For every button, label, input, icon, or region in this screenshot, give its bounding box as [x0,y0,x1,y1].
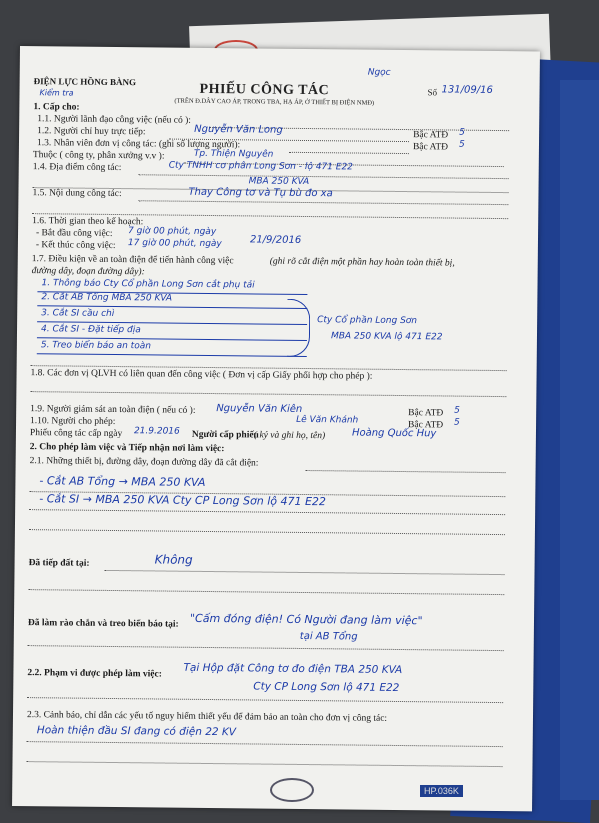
scope-value-2: Cty CP Long Sơn lộ 471 E22 [253,680,400,695]
warning-line [27,760,503,767]
location-label: 1.4. Địa điểm công tác: [32,162,122,174]
members-line [289,151,409,154]
warning-label: 2.3. Cảnh báo, chỉ dẫn các yếu tố nguy hiểm thiết yếu để đảm bảo an toàn cho đơn vị công tác: [26,710,388,724]
issuer-value: Hoàng Quốc Huy [351,427,437,440]
org-name: ĐIỆN LỰC HỒNG BÀNG [33,76,137,88]
safety-side: Cty Cổ phần Long Sơn [317,315,418,327]
start-label: - Bắt đầu công việc: [35,228,113,239]
monitor-grade: 5 [454,405,460,416]
content-label: 1.5. Nội dung công tác: [32,188,122,200]
permit-label: 1.10. Người cho phép: [30,416,116,428]
scope-label: 2.2. Phạm vi được phép làm việc: [27,668,162,680]
start-value: 7 giờ 00 phút, ngày [128,226,217,238]
safety-item: 2. Cắt AB Tổng MBA 250 KVA [41,292,173,304]
safety-note: (ghi rõ cắt điện một phần hay hoàn toàn thiết bị, [269,256,455,269]
issuer-label: Người cấp phiếu [191,429,259,441]
supervisor-label: 1.2. Người chỉ huy trực tiếp: [37,126,146,138]
scope-line [27,696,503,703]
safety-bracket [287,299,311,357]
members-grade-label: Bậc ATĐ [412,142,449,153]
end-value: 17 giờ 00 phút, ngày [127,238,222,250]
location-line-1 [139,173,509,179]
footer-stamp-icon [270,778,314,802]
monitor-value: Nguyễn Văn Kiên [216,403,303,415]
cut-item: - Cắt SI → MBA 250 KVA Cty CP Long Sơn lộ 471 E22 [39,492,327,509]
cut-line [29,508,505,515]
date-value: 21/9/2016 [249,234,302,246]
org-signature: Kiểm tra [39,88,74,98]
safety-label: 1.7. Điều kiện về an toàn điện để tiến hành công việc [31,254,234,267]
supervisor-grade-label: Bậc ATĐ [413,130,449,141]
safety-note-2: đường dây, đoạn đường dây): [31,266,145,278]
related-label: 1.8. Các đơn vị QLVH có liên quan đến công việc ( Đơn vị cấp Giấy phối hợp cho phép ): [30,368,373,382]
leader-label: 1.1. Người lãnh đạo công việc (nếu có ): [37,114,191,126]
fence-label: Đã làm rào chắn và treo biển báo tại: [27,618,179,630]
content-value: Thay Công tơ và Tụ bù đo xa [188,186,333,200]
form-subtitle: (TRÊN Đ.DÂY CAO ÁP, TRONG TBA, HẠ ÁP, Ở THIẾT BỊ ĐIỆN NMĐ) [174,97,375,107]
ground-line [105,569,505,575]
plan-label: 1.6. Thời gian theo kế hoạch: [32,216,144,228]
belongs-label: Thuộc ( công ty, phân xưởng v.v ): [32,150,165,162]
number-label: Số [427,87,438,98]
scope-value-1: Tại Hộp đặt Công tơ đo điện TBA 250 KVA [183,661,403,677]
fence-line [28,644,504,651]
end-label: - Kết thúc công việc: [35,240,116,252]
ground-value: Không [154,552,193,567]
fence-value-1: "Cấm đóng điện! Có Người đang làm việc" [189,611,423,628]
safety-line [37,352,307,357]
warning-value: Hoàn thiện đầu SI đang có điện 22 KV [36,724,237,739]
blue-folder-edge [560,80,599,800]
content-line-1 [138,199,508,205]
safety-side-2: MBA 250 KVA lộ 471 E22 [330,331,443,343]
safety-item: 4. Cắt SI - Đặt tiếp địa [40,324,141,336]
permit-grade: 5 [454,417,460,428]
belongs-value: Tp. Thiện Nguyên [193,148,274,160]
form-title: PHIẾU CÔNG TÁC [199,81,330,99]
monitor-label: 1.9. Người giám sát an toàn điện ( nếu có ): [30,404,196,416]
related-line [30,390,506,397]
top-signature: Ngọc [367,67,391,78]
monitor-grade-label: Bậc ATĐ [408,408,444,419]
location-value-2: MBA 250 KVA [248,176,310,188]
cut-line [306,469,506,473]
permit-grade-label: Bậc ATĐ [407,420,444,431]
issued-label: Phiếu công tác cấp ngày [29,428,123,440]
cut-item: - Cắt AB Tổng → MBA 250 KVA [39,474,206,489]
ground-line [28,588,504,595]
safety-item: 1. Thông báo Cty Cổ phần Long Sơn cắt phụ tải [41,278,255,291]
members-grade: 5 [458,139,465,150]
warning-line [27,740,503,747]
section1-heading: 1. Cấp cho: [33,102,80,113]
issued-value: 21.9.2016 [133,426,180,437]
cut-label: 2.1. Những thiết bị, đường dây, đoạn đường dây đã cắt điện: [29,456,259,469]
supervisor-value: Nguyễn Văn Long [194,123,283,136]
ground-label: Đã tiếp đất tại: [28,558,90,569]
work-permit-form [12,46,540,811]
safety-item: 5. Treo biển báo an toàn [40,340,152,352]
section2-heading: 2. Cho phép làm việc và Tiếp nhận nơi làm việc: [29,442,225,455]
supervisor-grade: 5 [459,127,465,138]
location-value-1: Cty TNHH cơ phân Long Sơn - lộ 471 E22 [168,160,353,173]
permit-value: Lê Văn Khánh [296,414,359,426]
fence-value-2: tại AB Tổng [299,630,358,643]
footer-code: HP.036K [420,785,463,797]
cut-line [29,528,505,535]
issuer-note: ( ký và ghi họ, tên) [253,430,326,442]
form-number: 131/09/16 [441,84,493,96]
safety-item: 3. Cắt SI cầu chì [41,308,115,320]
members-label: 1.3. Nhân viên đơn vị công tác: (ghi số lượng người): [36,138,241,151]
